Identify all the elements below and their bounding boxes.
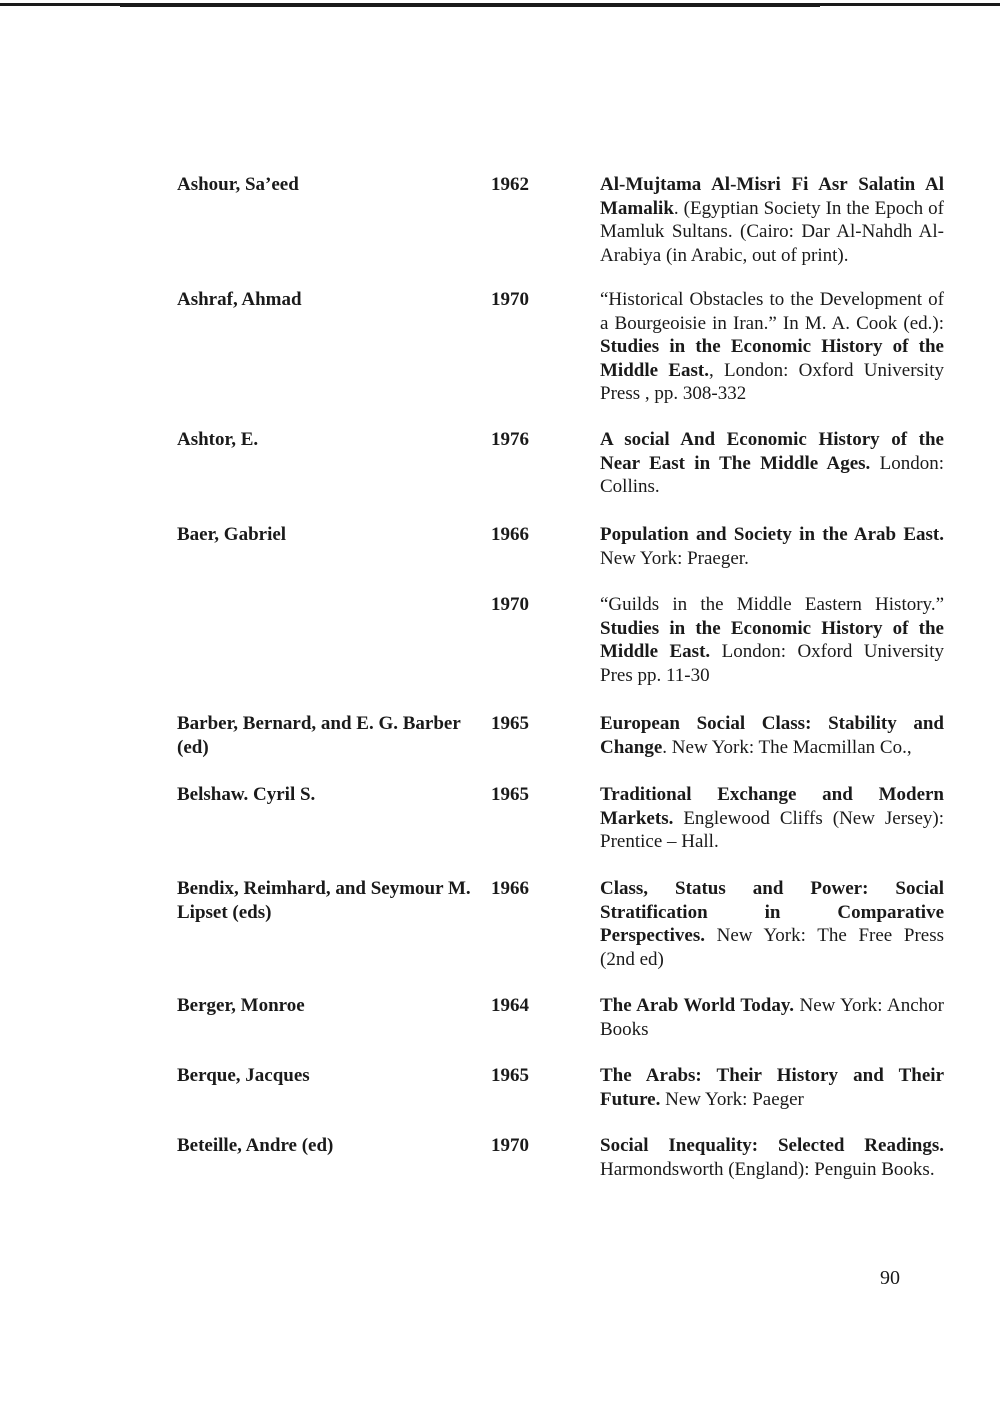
entry-year: 1964 (491, 995, 529, 1016)
entry-citation (600, 1134, 944, 1181)
entry-author: Barber, Bernard, and E. G. Barber (ed) (177, 713, 461, 758)
entry-title: Social Inequality: Selected Readings. (600, 1135, 944, 1156)
entry-details: London: Oxford University Pres pp. 11-30 (600, 641, 944, 686)
entry-details: New York: Anchor Books (600, 995, 944, 1040)
entry-details: New York: Praeger. (600, 547, 749, 569)
entry-author: Baer, Gabriel (177, 524, 287, 545)
entry-year: 1962 (491, 174, 529, 195)
entry-year: 1965 (491, 713, 529, 734)
entry-year: 1965 (491, 1065, 529, 1086)
entry-citation (600, 712, 944, 759)
entry-author: Ashtor, E. (177, 429, 259, 450)
entry-title: European Social Class: Stability and Change (600, 713, 944, 758)
entry-details: Harmondsworth (England): Penguin Books. (600, 1158, 935, 1180)
entry-year: 1970 (491, 594, 529, 615)
entry-author: Belshaw. Cyril S. (177, 784, 316, 805)
entry-citation (600, 593, 944, 687)
entry-author: Berger, Monroe (177, 995, 305, 1016)
entry-citation (600, 783, 944, 854)
entry-details: , London: Oxford University Press , pp. 308-332 (600, 359, 944, 404)
entry-title: The Arabs: Their History and Their Future. (600, 1065, 944, 1110)
entry-year: 1970 (491, 1135, 529, 1156)
entry-title: Traditional Exchange and Modern Markets. (600, 784, 944, 829)
entry-details: New York: The Free Press (2nd ed) (600, 925, 944, 970)
entry-year: 1966 (491, 878, 529, 899)
entry-details: . New York: The Macmillan Co., (662, 736, 912, 758)
entry-title: A social And Economic History of the Near East in The Middle Ages. (600, 429, 944, 474)
entry-title: Population and Society in the Arab East. (600, 524, 944, 545)
entry-citation (600, 994, 944, 1041)
entry-citation (600, 173, 944, 267)
entry-details: London: Collins. (600, 452, 944, 497)
entry-citation (600, 428, 944, 499)
entry-title: Studies in the Economic History of the Middle East. (600, 336, 944, 381)
entry-title: Class, Status and Power: Social Stratification in Comparative Perspectives. (600, 878, 944, 946)
entry-details: Englewood Cliffs (New Jersey): Prentice – Hall. (600, 807, 944, 852)
entry-citation (600, 877, 944, 971)
entry-citation (600, 523, 944, 570)
entry-author: Ashraf, Ahmad (177, 289, 302, 310)
page-number: 90 (880, 1267, 900, 1289)
entry-prefix: “Historical Obstacles to the Development of a Bourgeoisie in Iran.” In M. A. Cook (ed.): (600, 289, 944, 334)
entry-title: Al-Mujtama Al-Misri Fi Asr Salatin Al Mamalik (600, 174, 944, 219)
entry-year: 1970 (491, 289, 529, 310)
entry-author: Berque, Jacques (177, 1065, 310, 1086)
entry-author: Bendix, Reimhard, and Seymour M. Lipset (eds) (177, 878, 471, 923)
entry-details: New York: Paeger (660, 1088, 804, 1110)
entry-details: . (Egyptian Society In the Epoch of Mamluk Sultans. (Cairo: Dar Al-Nahdh Al-Arabiya (in Arabic, out of print). (600, 197, 944, 266)
entry-citation (600, 1064, 944, 1111)
entry-author: Ashour, Sa’eed (177, 174, 299, 195)
entry-year: 1966 (491, 524, 529, 545)
entry-year: 1965 (491, 784, 529, 805)
entry-citation (600, 288, 944, 406)
entry-year: 1976 (491, 429, 529, 450)
entry-title: The Arab World Today. (600, 995, 795, 1016)
entry-prefix: “Guilds in the Middle Eastern History.” (600, 594, 944, 615)
entry-title: Studies in the Economic History of the Middle East. (600, 617, 944, 662)
entry-author: Beteille, Andre (ed) (177, 1135, 334, 1156)
